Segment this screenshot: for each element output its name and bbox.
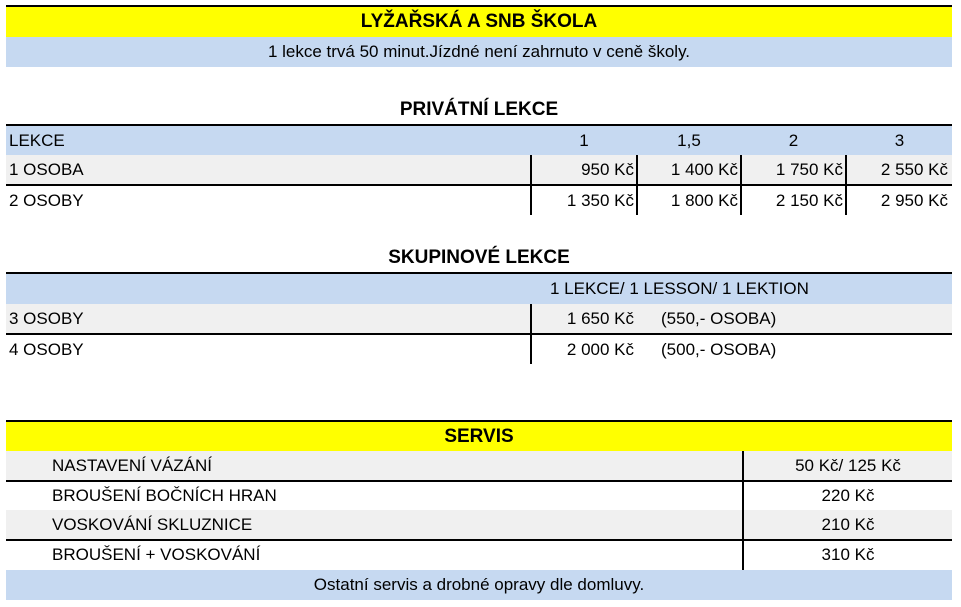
- private-row-label: 1 OSOBA: [9, 160, 84, 179]
- group-per-person: (550,- OSOBA): [661, 309, 777, 328]
- service-price: 220 Kč: [821, 486, 875, 505]
- private-col-divider: [530, 155, 532, 215]
- service-row-label: BROUŠENÍ + VOSKOVÁNÍ: [52, 545, 261, 564]
- private-price: 2 150 Kč: [775, 191, 843, 210]
- service-title: SERVIS: [6, 422, 952, 451]
- private-price: 1 350 Kč: [566, 191, 634, 210]
- service-row-label: BROUŠENÍ BOČNÍCH HRAN: [52, 486, 277, 505]
- group-title: SKUPINOVÉ LEKCE: [388, 247, 570, 268]
- group-row-label: 3 OSOBY: [9, 309, 84, 328]
- private-title: PRIVÁTNÍ LEKCE: [399, 99, 559, 120]
- group-per-person: (500,- OSOBA): [661, 340, 777, 359]
- private-price: 950 Kč: [581, 160, 634, 179]
- service-note: Ostatní servis a drobné opravy dle domluvy.: [6, 570, 952, 600]
- private-header-label: LEKCE: [9, 131, 65, 150]
- private-price: 2 550 Kč: [880, 160, 948, 179]
- school-title: LYŽAŘSKÁ A SNB ŠKOLA: [6, 7, 952, 37]
- private-col-divider: [636, 155, 638, 215]
- private-price: 1 750 Kč: [775, 160, 843, 179]
- private-header-col: 1,5: [677, 131, 701, 150]
- private-header-col: 3: [894, 131, 905, 150]
- service-row-label: VOSKOVÁNÍ SKLUZNICE: [52, 515, 253, 534]
- private-header-col: 2: [788, 131, 799, 150]
- service-price: 310 Kč: [821, 545, 875, 564]
- private-price: 1 800 Kč: [670, 191, 738, 210]
- group-row-label: 4 OSOBY: [9, 340, 84, 359]
- group-col-divider: [530, 304, 532, 364]
- private-col-divider: [740, 155, 742, 215]
- private-price: 1 400 Kč: [670, 160, 738, 179]
- group-header-label: 1 LEKCE/ 1 LESSON/ 1 LEKTION: [550, 279, 809, 298]
- service-row-label: NASTAVENÍ VÁZÁNÍ: [52, 456, 212, 475]
- private-row-label: 2 OSOBY: [9, 191, 84, 210]
- group-price: 2 000 Kč: [566, 340, 634, 359]
- private-header-col: 1: [579, 131, 589, 150]
- service-price: 50 Kč/ 125 Kč: [795, 456, 901, 475]
- private-price: 2 950 Kč: [880, 191, 948, 210]
- private-col-divider: [845, 155, 847, 215]
- group-price: 1 650 Kč: [566, 309, 634, 328]
- school-note: 1 lekce trvá 50 minut.Jízdné není zahrnuto v ceně školy.: [6, 37, 952, 67]
- service-price: 210 Kč: [821, 515, 875, 534]
- service-col-divider: [742, 451, 744, 570]
